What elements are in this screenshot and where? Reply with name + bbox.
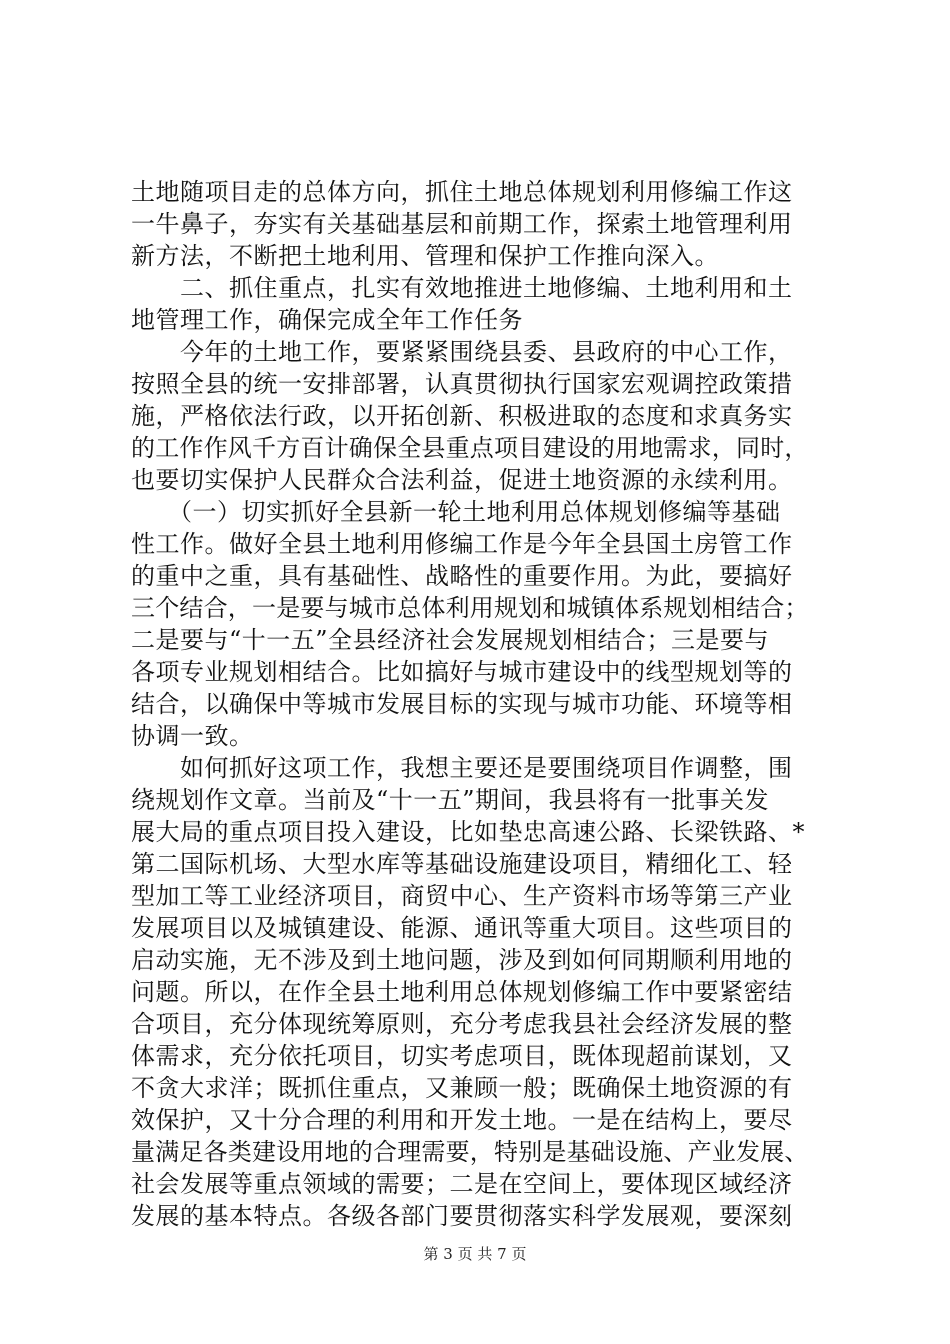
text-line: 问题。所以，在作全县土地利用总体规划修编工作中要紧密结 <box>131 978 793 1006</box>
section-heading-line: 地管理工作，确保完成全年工作任务 <box>131 306 523 334</box>
document-body <box>131 176 831 1232</box>
text-line: 的重中之重，具有基础性、战略性的重要作用。为此，要搞好 <box>131 562 793 590</box>
text-line: 新方法，不断把土地利用、管理和保护工作推向深入。 <box>131 242 719 270</box>
text-line: 效保护，又十分合理的利用和开发土地。一是在结构上，要尽 <box>131 1106 793 1134</box>
text-line: 绕规划作文章。当前及“十一五”期间，我县将有一批事关发 <box>131 786 770 814</box>
text-line: 型加工等工业经济项目，商贸中心、生产资料市场等第三产业 <box>131 882 793 910</box>
text-line: 各项专业规划相结合。比如搞好与城市建设中的线型规划等的 <box>131 658 793 686</box>
text-line: 今年的土地工作，要紧紧围绕县委、县政府的中心工作， <box>131 338 793 366</box>
text-line: 施，严格依法行政，以开拓创新、积极进取的态度和求真务实 <box>131 402 793 430</box>
text-line: 发展的基本特点。各级各部门要贯彻落实科学发展观，要深刻 <box>131 1202 793 1230</box>
text-line: 的工作作风千方百计确保全县重点项目建设的用地需求，同时， <box>131 434 809 462</box>
text-line: 如何抓好这项工作，我想主要还是要围绕项目作调整，围 <box>131 754 793 782</box>
text-line: 体需求，充分依托项目，切实考虑项目，既体现超前谋划，又 <box>131 1042 793 1070</box>
text-line: 发展项目以及城镇建设、能源、通讯等重大项目。这些项目的 <box>131 914 793 942</box>
text-line: 结合，以确保中等城市发展目标的实现与城市功能、环境等相 <box>131 690 793 718</box>
text-line: 一牛鼻子，夯实有关基础基层和前期工作，探索土地管理利用 <box>131 210 793 238</box>
text-line: 不贪大求洋；既抓住重点，又兼顾一般；既确保土地资源的有 <box>131 1074 793 1102</box>
text-line: 按照全县的统一安排部署，认真贯彻执行国家宏观调控政策措 <box>131 370 793 398</box>
page-number-footer: 第 3 页 共 7 页 <box>423 1245 527 1263</box>
text-line: 社会发展等重点领域的需要；二是在空间上，要体现区域经济 <box>131 1170 793 1198</box>
text-line: 也要切实保护人民群众合法利益，促进土地资源的永续利用。 <box>131 466 793 494</box>
text-line: （一）切实抓好全县新一轮土地利用总体规划修编等基础 <box>131 498 781 526</box>
text-line: 合项目，充分体现统筹原则，充分考虑我县社会经济发展的整 <box>131 1010 793 1038</box>
text-line: 第二国际机场、大型水库等基础设施建设项目，精细化工、轻 <box>131 850 793 878</box>
text-line: 性工作。做好全县土地利用修编工作是今年全县国土房管工作 <box>131 530 793 558</box>
text-line: 三个结合，一是要与城市总体利用规划和城镇体系规划相结合； <box>131 594 809 622</box>
text-line: 量满足各类建设用地的合理需要，特别是基础设施、产业发展、 <box>131 1138 809 1166</box>
text-line: 协调一致。 <box>131 722 254 750</box>
section-heading-line: 二、抓住重点，扎实有效地推进土地修编、土地利用和土 <box>131 274 793 302</box>
text-line: 启动实施，无不涉及到土地问题，涉及到如何同期顺利用地的 <box>131 946 793 974</box>
text-line: 土地随项目走的总体方向，抓住土地总体规划利用修编工作这 <box>131 178 793 206</box>
text-line: 二是要与“十一五”全县经济社会发展规划相结合；三是要与 <box>131 626 770 654</box>
text-line: 展大局的重点项目投入建设，比如垫忠高速公路、长梁铁路、* <box>131 818 805 846</box>
